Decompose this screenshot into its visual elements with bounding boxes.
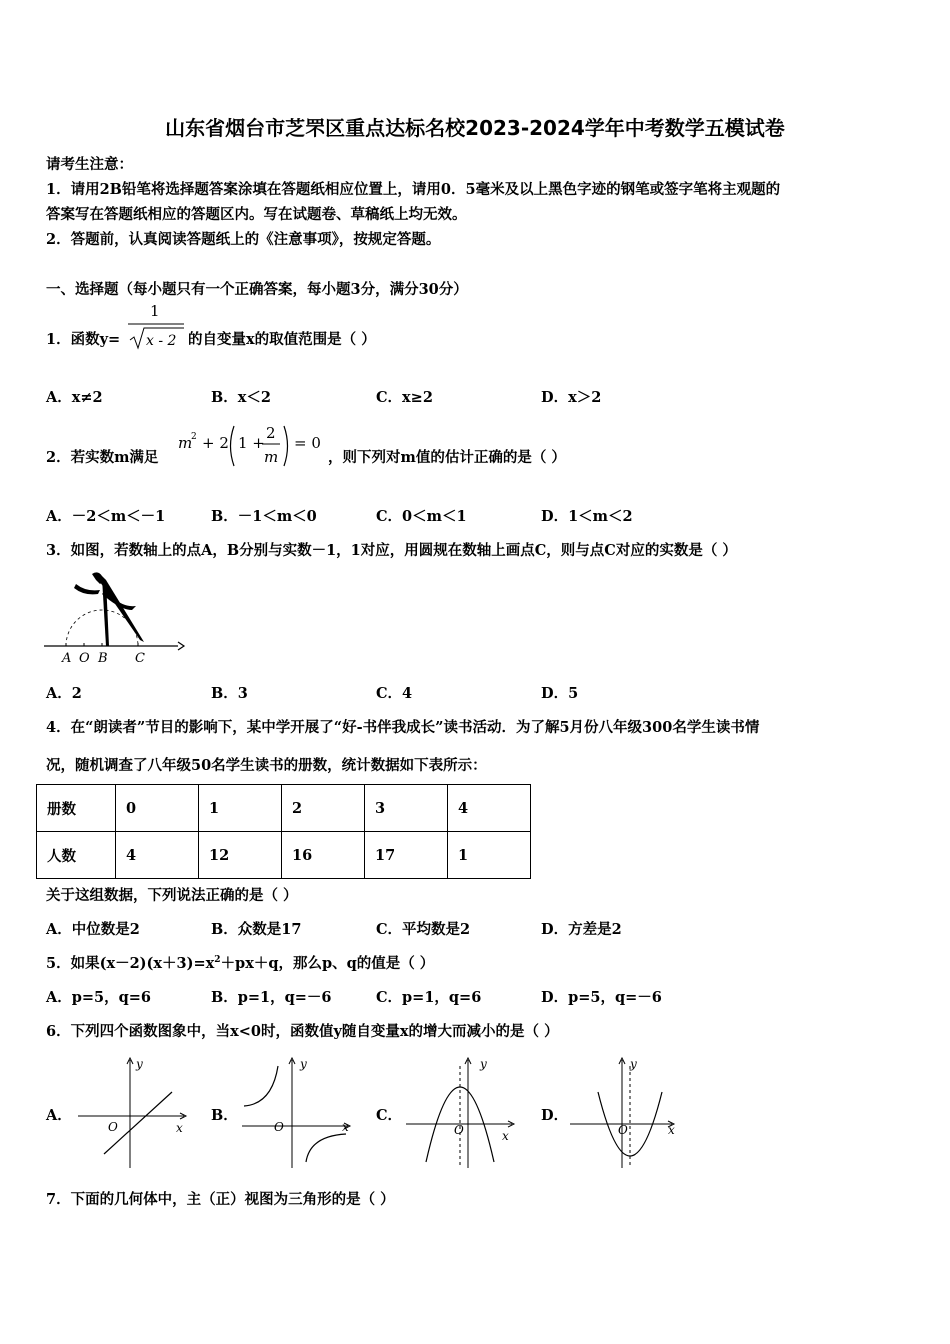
q2-m: m [178,434,193,452]
q4-line-1: 4．在“朗读者”节目的影响下，某中学开展了“好-书伴我成长”读书活动．为了解5月份八年级300名学生读书情 [46,719,760,736]
hyperbola-right [306,1134,346,1162]
table-cell: 人数 [37,832,116,879]
q6-text: 6．下列四个函数图象中，当x<0时，函数值y随自变量x的增大而减小的是（ ） [46,1023,559,1040]
table-cell: 17 [365,832,448,879]
page-title: 山东省烟台市芝罘区重点达标名校2023-2024学年中考数学五模试卷 [165,116,785,140]
table-cell: 1 [199,785,282,832]
q3-label-o: O [79,651,90,666]
table-cell: 2 [282,785,365,832]
q3-text: 3．如图，若数轴上的点A，B分别与实数－1，1对应，用圆规在数轴上画点C，则与点C对应的实数是（ ） [46,542,737,559]
hyperbola-left [244,1066,278,1106]
notice-heading: 请考生注意： [46,156,133,173]
q6-graph-c[interactable] [402,1052,522,1170]
q1-option-b[interactable]: B．x＜2 [211,389,271,406]
q5-option-c[interactable]: C．p=1，q=6 [376,989,482,1006]
table-cell: 0 [116,785,199,832]
q1-fraction-numerator: 1 [150,302,160,320]
q5-option-d[interactable]: D．p=5，q=－6 [541,989,662,1006]
q3-label-b: B [98,651,108,666]
q1-option-d[interactable]: D．x＞2 [541,389,602,406]
svg-text:O: O [274,1120,284,1134]
q2-eq0: = 0 [294,434,321,452]
svg-text:y: y [136,1057,143,1071]
q2-prefix: 2．若实数m满足 [46,449,159,466]
q1-option-c[interactable]: C．x≥2 [376,389,433,406]
q4-option-a[interactable]: A．中位数是2 [46,921,140,938]
table-cell: 册数 [37,785,116,832]
svg-text:y: y [480,1057,487,1071]
q1-option-a[interactable]: A．x≠2 [46,389,103,406]
table-cell: 12 [199,832,282,879]
svg-text:O: O [454,1123,464,1137]
svg-text:x: x [176,1121,183,1135]
q1-fraction-formula [126,300,188,352]
q2-suffix: ，则下列对m值的估计正确的是（ ） [328,449,566,466]
q6-graph-b[interactable] [238,1052,358,1170]
q6-graph-d[interactable] [566,1052,686,1170]
q6-option-b[interactable]: B． [211,1107,238,1124]
q1-prefix: 1．函数y= [46,331,121,348]
q4-line-2: 况，随机调查了八年级50名学生读书的册数，统计数据如下表所示： [46,757,487,774]
q5-text: 5．如果$(x-2)(x+3)=x^2+px+q$，那么p、q的值是（ ） [46,955,435,972]
q5-option-b[interactable]: B．p=1，q=－6 [211,989,332,1006]
q2-option-b[interactable]: B．－1＜m＜0 [211,508,317,525]
svg-text:O: O [618,1123,628,1137]
svg-text:O: O [108,1120,118,1134]
svg-text:y: y [300,1057,307,1071]
svg-text:x: x [502,1129,509,1143]
svg-text:y: y [630,1057,637,1071]
table-row [37,785,531,832]
compass-icon [74,572,144,646]
q3-option-b[interactable]: B．3 [211,685,248,702]
q3-label-c: C [135,651,145,666]
notice-line-2: 2．答题前，认真阅读答题纸上的《注意事项》，按规定答题。 [46,231,441,248]
q1-fraction-denominator: x - 2 [146,333,177,349]
q1-suffix: 的自变量x的取值范围是（ ） [188,331,376,348]
q6-option-a[interactable]: A． [46,1107,72,1124]
table-row [37,832,531,879]
q2-fraction-numerator: 2 [266,424,276,442]
q3-option-d[interactable]: D．5 [541,685,579,702]
q2-option-c[interactable]: C．0＜m＜1 [376,508,467,525]
q3-option-a[interactable]: A．2 [46,685,82,702]
q2-option-a[interactable]: A．－2＜m＜－1 [46,508,166,525]
q4-data-table [36,784,531,879]
q6-option-c[interactable]: C． [376,1107,403,1124]
q7-text: 7．下面的几何体中，主（正）视图为三角形的是（ ） [46,1191,395,1208]
table-cell: 4 [116,832,199,879]
notice-line-1a: 1．请用2B铅笔将选择题答案涂填在答题纸相应位置上，请用0．5毫米及以上黑色字迹的钢笔或签字笔将主观题的 [46,181,781,198]
svg-text:x: x [668,1123,675,1137]
table-cell: 16 [282,832,365,879]
q2-sup: 2 [191,432,197,442]
table-cell: 1 [448,832,531,879]
q4-option-c[interactable]: C．平均数是2 [376,921,471,938]
q3-option-c[interactable]: C．4 [376,685,413,702]
q2-fraction-denominator: m [264,448,279,466]
q3-label-a: A [62,651,72,666]
section-heading: 一、选择题（每小题只有一个正确答案，每小题3分，满分30分） [46,281,468,298]
q6-option-d[interactable]: D． [541,1107,569,1124]
q2-plus2: + 2 [202,434,229,452]
q4-option-b[interactable]: B．众数是17 [211,921,302,938]
table-cell: 4 [448,785,531,832]
q4-question: 关于这组数据，下列说法正确的是（ ） [46,887,298,904]
svg-text:x: x [342,1120,349,1134]
table-cell: 3 [365,785,448,832]
q3-compass-figure [40,566,190,668]
q6-graph-a[interactable] [74,1052,194,1170]
q2-option-d[interactable]: D．1＜m＜2 [541,508,633,525]
q5-option-a[interactable]: A．p=5，q=6 [46,989,152,1006]
q2-equation-formula [176,420,328,472]
notice-line-1b: 答案写在答题纸相应的答题区内。写在试题卷、草稿纸上均无效。 [46,206,467,223]
q4-option-d[interactable]: D．方差是2 [541,921,622,938]
q2-one-plus: 1 + [238,434,265,452]
